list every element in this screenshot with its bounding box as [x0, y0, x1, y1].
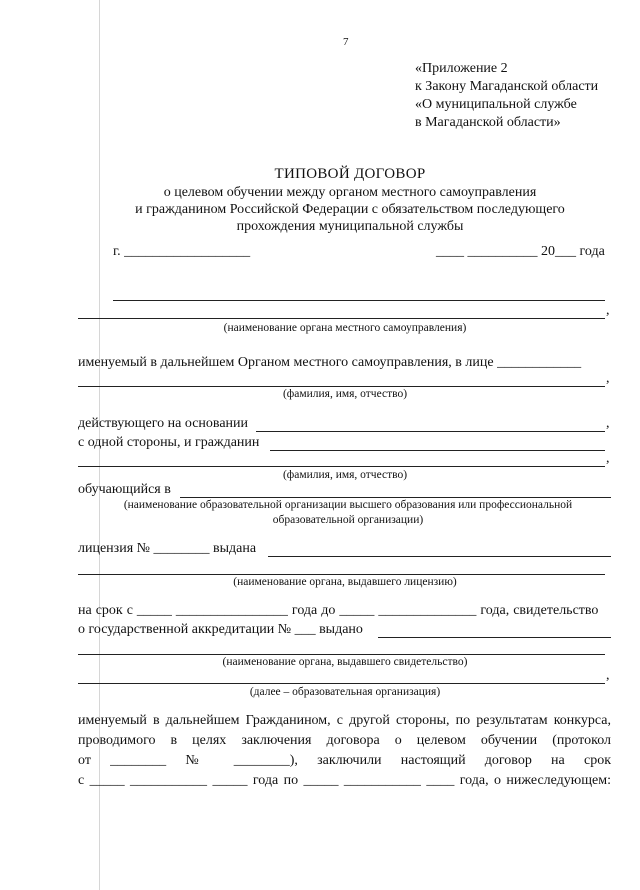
citizen-label: с одной стороны, и гражданин [78, 435, 260, 450]
caption-cert-organ: (наименование органа, выдавшего свидетельство) [222, 656, 468, 668]
caption-fio-2: (фамилия, имя, отчество) [282, 469, 408, 481]
final-paragraph-line-1: именуемый в дальнейшем Гражданином, с другой стороны, по результатам конкурса, [78, 713, 611, 728]
date-field: ____ __________ 20___ года [436, 244, 605, 259]
appendix-line-4: в Магаданской области» [415, 115, 561, 130]
license-label: лицензия № ________ выдана [78, 541, 257, 556]
caption-fio-1: (фамилия, имя, отчество) [282, 388, 408, 400]
title-subline-1: о целевом обучении между органом местного самоуправления [163, 185, 537, 200]
comma: , [606, 371, 610, 386]
acting-basis-line [256, 431, 605, 432]
license-issuer-line-1 [268, 556, 611, 557]
final-paragraph-line-2: проводимого в целях заключения договора о целевом обучении (протокол [78, 733, 611, 748]
comma: , [606, 303, 610, 318]
caption-license-organ: (наименование органа, выдавшего лицензию) [233, 576, 457, 588]
document-title: ТИПОВОЙ ДОГОВОР [274, 166, 426, 182]
page-number: 7 [343, 36, 349, 48]
acting-basis-label: действующего на основании [78, 416, 249, 431]
appendix-line-1: «Приложение 2 [415, 61, 508, 76]
comma: , [606, 451, 610, 466]
represented-line: именуемый в дальнейшем Органом местного самоуправления, в лице ____________ [78, 355, 582, 370]
comma: , [606, 668, 610, 683]
term-line: на срок с _____ ________________ года до _____ ______________ года, свидетельство [78, 603, 599, 618]
comma: , [606, 416, 610, 431]
caption-edu-org-1: (наименование образовательной организации высшего образования или профессиональной [123, 499, 573, 511]
accreditation-issuer-line-1 [378, 637, 611, 638]
edu-org-name-line [78, 683, 605, 684]
caption-edu-org-short: (далее – образовательная организация) [249, 686, 441, 698]
final-paragraph-line-4: с _____ ___________ _____ года по _____ ___________ ____ года, о нижеследующем: [78, 773, 611, 788]
appendix-line-2: к Закону Магаданской области [415, 79, 599, 94]
document-title-block [60, 166, 640, 235]
caption-organ: (наименование органа местного самоуправления) [223, 322, 467, 334]
accreditation-label: о государственной аккредитации № ___ выдано [78, 622, 363, 637]
organ-name-line-1 [113, 300, 605, 301]
city-field: г. __________________ [113, 244, 251, 259]
appendix-reference [415, 60, 598, 132]
student-label: обучающийся в [78, 482, 171, 497]
title-subline-3: прохождения муниципальной службы [236, 219, 464, 234]
caption-edu-org-2: образовательной организации) [272, 514, 424, 526]
title-subline-2: и гражданином Российской Федерации с обязательством последующего [135, 202, 565, 217]
organ-name-line-2 [78, 318, 605, 319]
citizen-name-line-1 [270, 450, 605, 451]
citizen-name-line-2 [78, 466, 605, 467]
appendix-line-3: «О муниципальной службе [415, 97, 577, 112]
final-paragraph-line-3: от ________ № ________), заключили настоящий договор на срок [78, 753, 611, 768]
